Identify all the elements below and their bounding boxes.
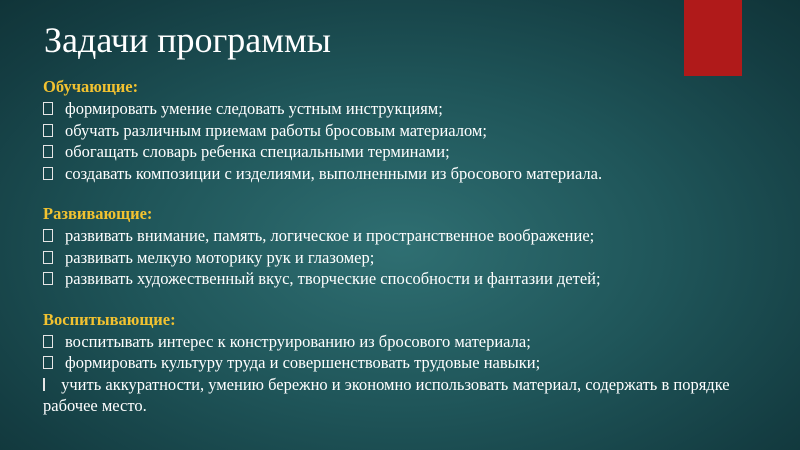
square-bullet-icon	[43, 124, 53, 137]
list-item	[43, 268, 773, 290]
list-item	[43, 120, 773, 142]
square-bullet-icon	[43, 251, 53, 264]
list-item-text: развивать внимание, память, логическое и пространственное воображение;	[65, 226, 595, 245]
list-item	[43, 98, 773, 120]
list-item	[43, 163, 773, 185]
list-item	[43, 374, 773, 417]
list-item-text: формировать культуру труда и совершенствовать трудовые навыки;	[65, 353, 541, 372]
list-item	[43, 331, 773, 353]
section-educating	[43, 309, 773, 417]
square-bullet-icon	[43, 272, 53, 285]
list-item-text: развивать мелкую моторику рук и глазомер;	[65, 247, 375, 267]
slide-content	[43, 76, 773, 417]
square-bullet-icon	[43, 102, 53, 115]
section-teaching	[43, 76, 773, 184]
list-item-text: учить аккуратности, умению бережно и экономно использовать материал, содержать в порядке рабочее место.	[43, 374, 730, 415]
section-heading: Обучающие:	[43, 77, 139, 96]
list-item-text: обогащать словарь ребенка специальными терминами;	[65, 142, 450, 161]
accent-bar	[684, 0, 742, 76]
square-bullet-icon	[43, 229, 53, 242]
square-bullet-icon	[43, 378, 45, 391]
section-heading: Развивающие:	[43, 204, 153, 223]
section-developing	[43, 203, 773, 290]
list-item-text: создавать композиции с изделиями, выполненными из бросового материала.	[65, 163, 603, 183]
list-item	[43, 352, 773, 374]
list-item-text: воспитывать интерес к конструированию из бросового материала;	[65, 331, 531, 351]
list-item	[43, 141, 773, 163]
square-bullet-icon	[43, 167, 53, 180]
list-item	[43, 225, 773, 247]
square-bullet-icon	[43, 335, 53, 348]
list-item	[43, 247, 773, 269]
square-bullet-icon	[43, 145, 53, 158]
list-item-text: формировать умение следовать устным инструкциям;	[65, 99, 443, 118]
section-heading: Воспитывающие:	[43, 309, 176, 329]
slide-title: Задачи программы	[44, 20, 331, 60]
list-item-text: обучать различным приемам работы бросовым материалом;	[65, 120, 487, 140]
square-bullet-icon	[43, 356, 53, 369]
list-item-text: развивать художественный вкус, творческие способности и фантазии детей;	[65, 269, 601, 288]
